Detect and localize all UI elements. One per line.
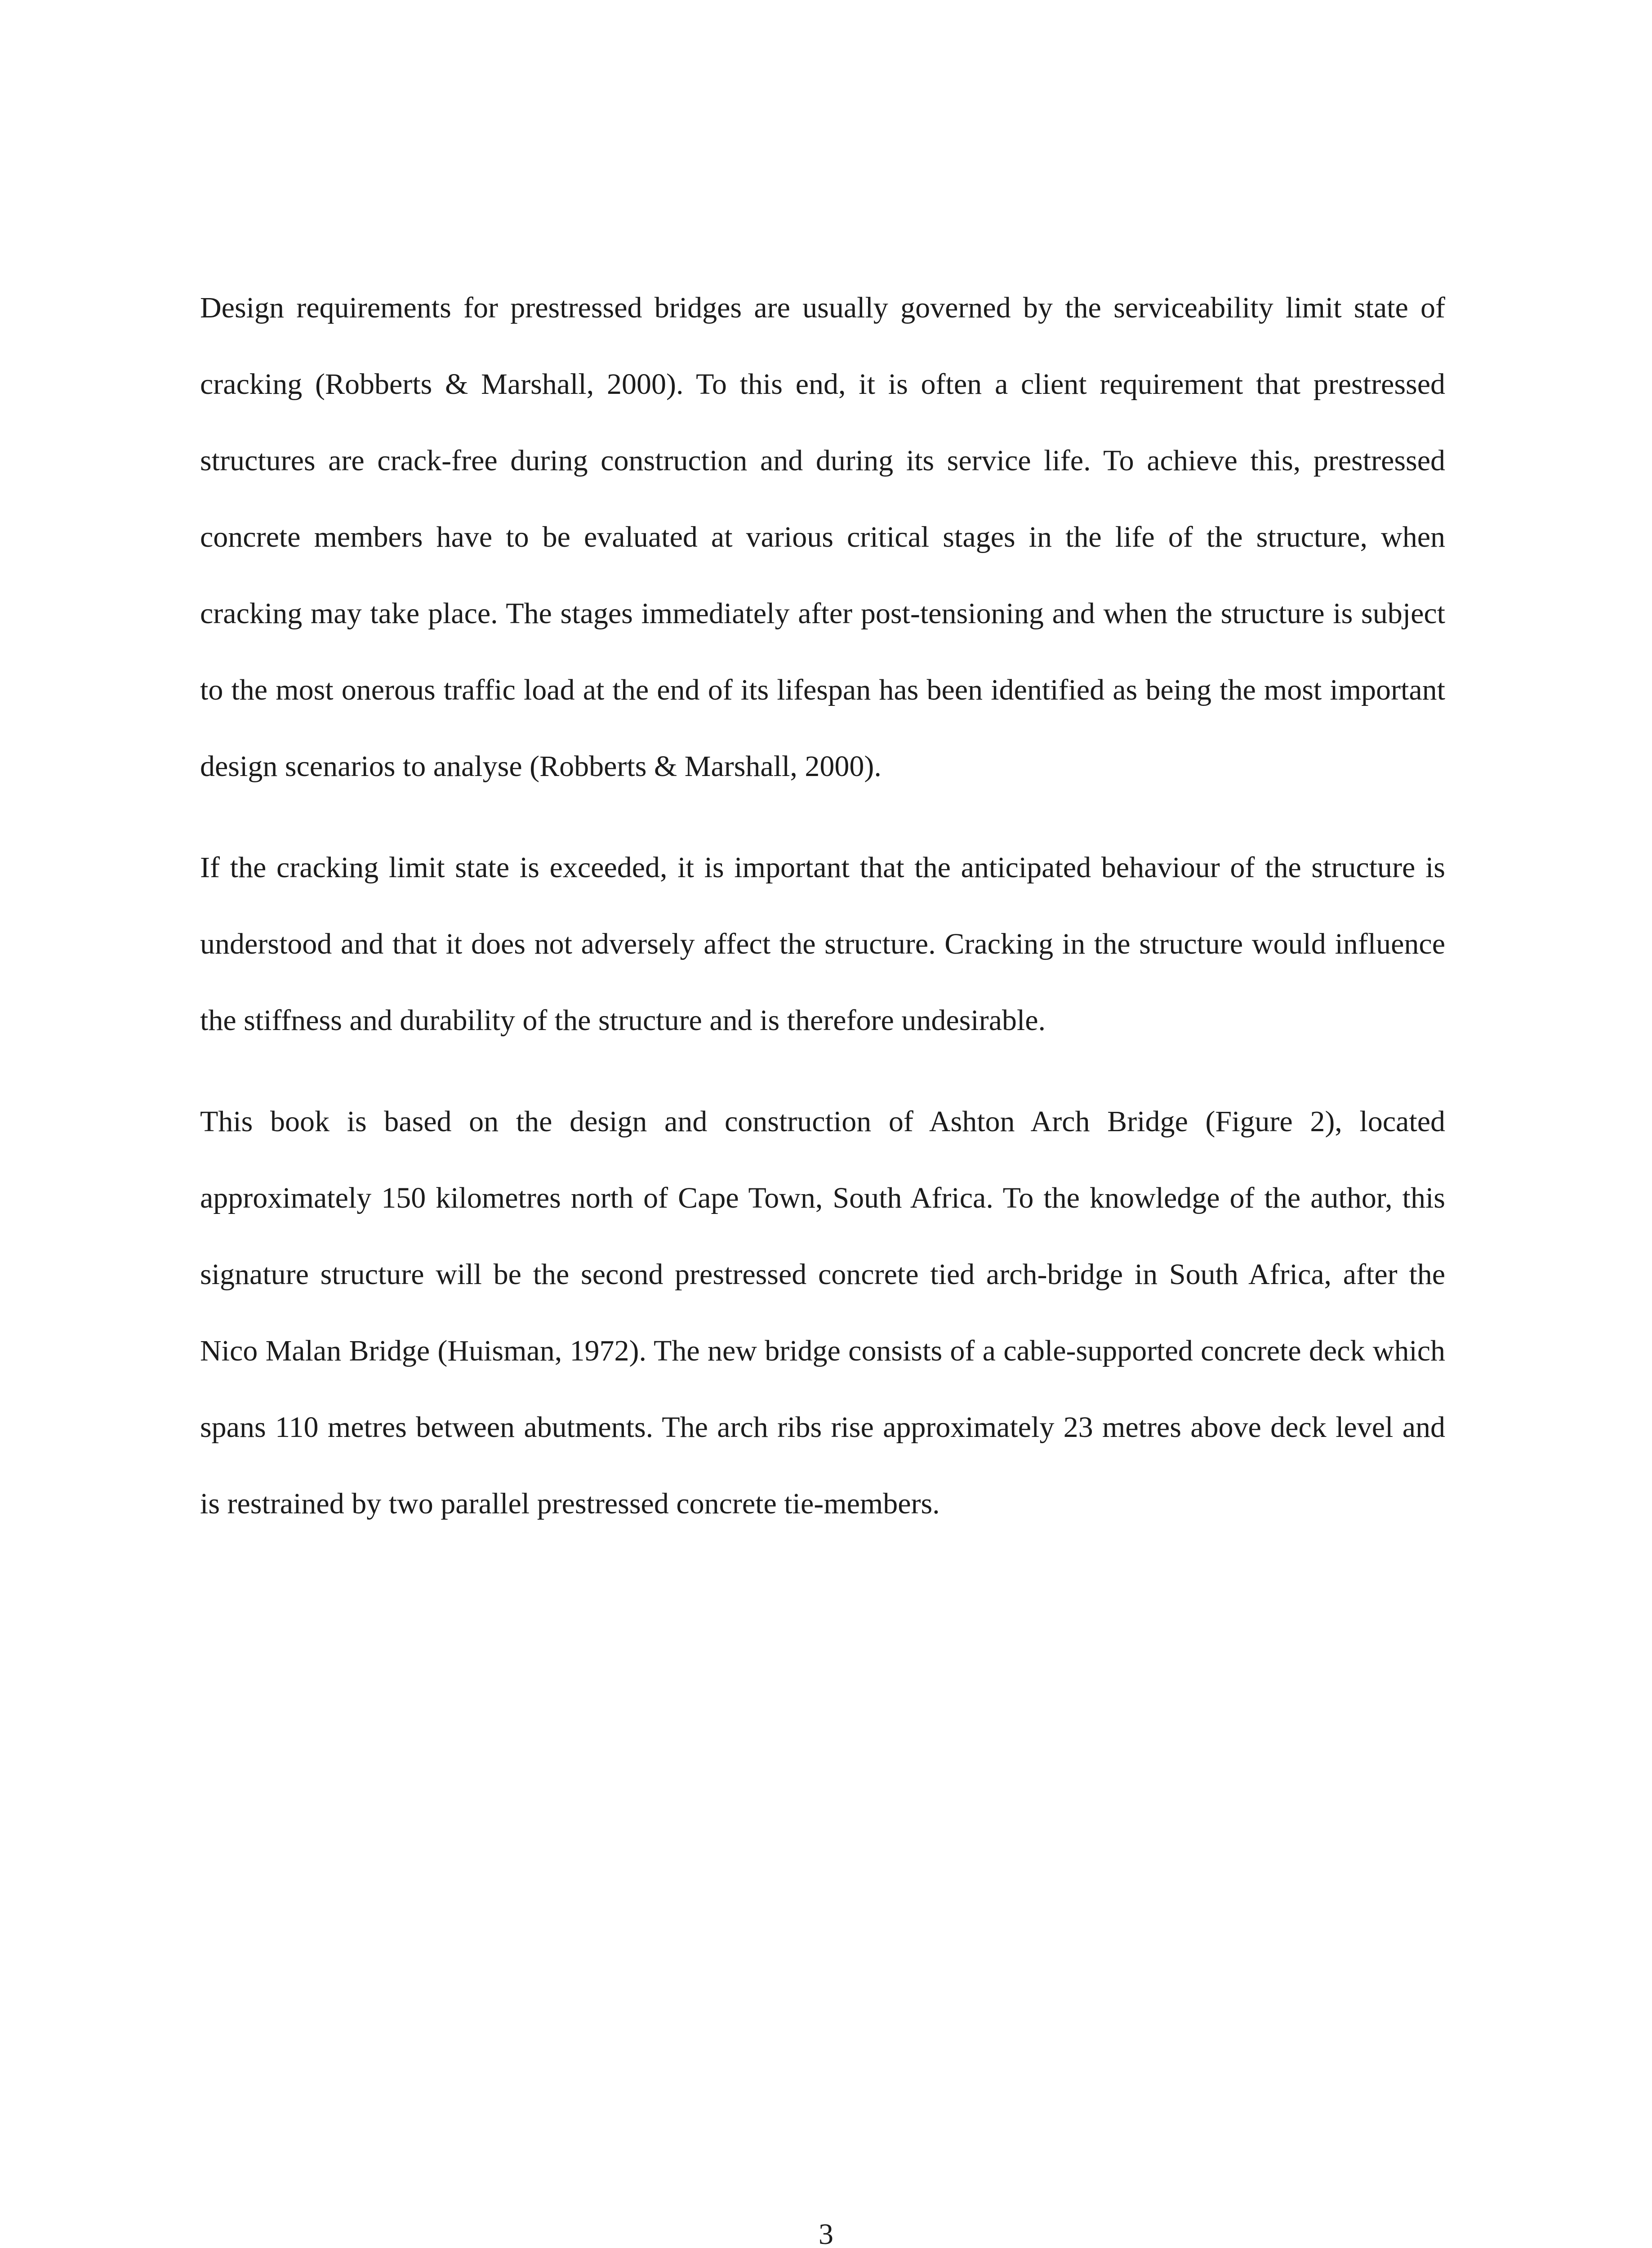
body-text [200, 270, 1445, 1567]
page-number: 3 [819, 2218, 833, 2248]
paragraph-ashton-arch-bridge: This book is based on the design and construction of Ashton Arch Bridge (Figure 2), located approximately 150 kilometres north of Cape Town, South Africa. To the knowledge of the author, this signature structure will be the second prestressed concrete tied arch-bridge in South Africa, after the Nico Malan Bridge (Huisman, 1972). The new bridge consists of a cable-supported concrete deck which spans 110 metres between abutments. The arch ribs rise approximately 23 metres above deck level and is restrained by two parallel prestressed concrete tie-members. [200, 1105, 1445, 1520]
paragraph-cracking-limit-state: Design requirements for prestressed bridges are usually governed by the serviceability limit state of cracking (Robberts & Marshall, 2000). To this end, it is often a client requirement that prestressed structures are crack-free during construction and during its service life. To achieve this, prestressed concrete members have to be evaluated at various critical stages in the life of the structure, when cracking may take place. The stages immediately after post-tensioning and when the structure is subject to the most onerous traffic load at the end of its lifespan has been identified as being the most important design scenarios to analyse (Robberts & Marshall, 2000). [200, 291, 1445, 783]
paragraph-cracking-exceeded: If the cracking limit state is exceeded, it is important that the anticipated behaviour of the structure is understood and that it does not adversely affect the structure. Cracking in the structure would influence the stiffness and durability of the structure and is therefore undesirable. [200, 851, 1445, 1037]
